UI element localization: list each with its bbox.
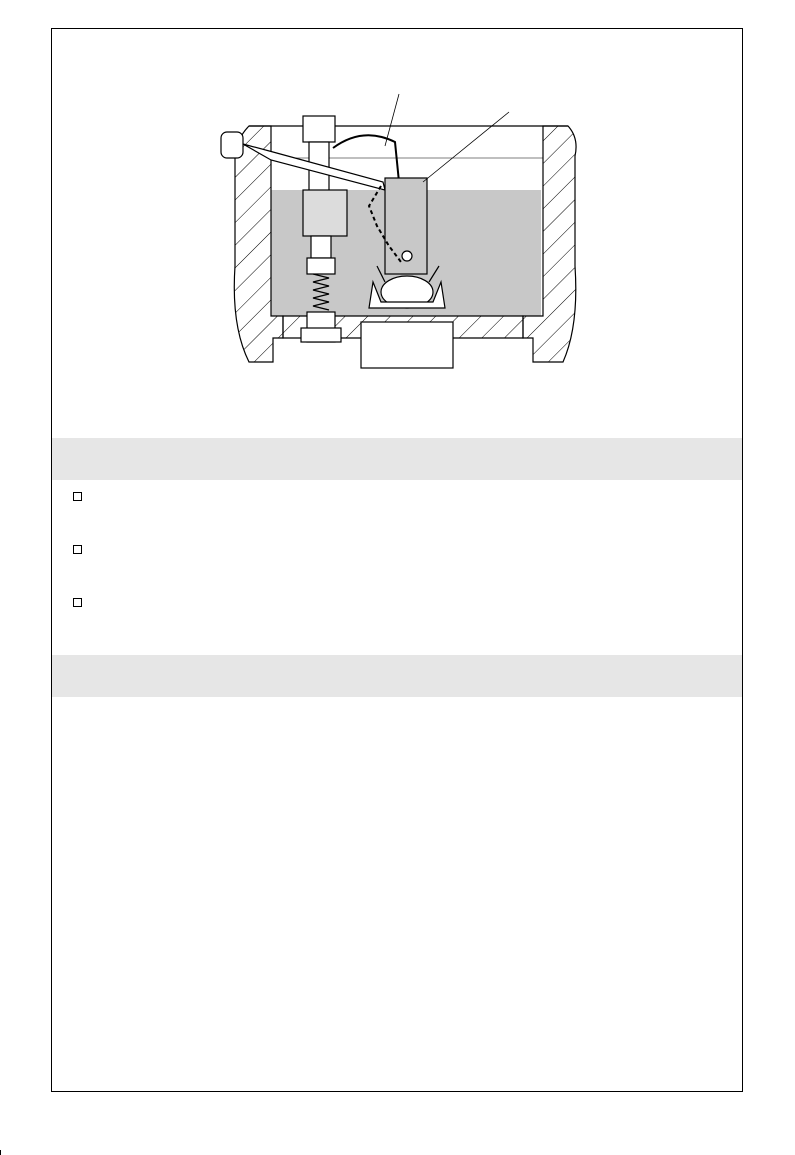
fill-valve-float — [303, 190, 347, 236]
page-edge-mark — [0, 1150, 4, 1155]
checkbox[interactable] — [73, 492, 82, 501]
checkbox[interactable] — [73, 545, 82, 554]
fill-valve-nut — [307, 258, 335, 274]
flush-handle — [221, 132, 243, 158]
section-header-1 — [52, 438, 742, 480]
tank-cutaway-svg — [213, 86, 593, 376]
section-header-2 — [52, 655, 742, 697]
toilet-tank-illustration — [213, 86, 593, 376]
fill-valve-top — [303, 116, 335, 142]
callout-leader-1 — [385, 94, 399, 146]
checklist-item[interactable] — [73, 598, 723, 651]
callout-leader-2 — [423, 112, 509, 182]
checkbox[interactable] — [73, 598, 82, 607]
checklist-item[interactable] — [73, 492, 723, 545]
checklist — [73, 492, 723, 651]
checklist-item[interactable] — [73, 545, 723, 598]
flush-outlet — [361, 322, 453, 368]
